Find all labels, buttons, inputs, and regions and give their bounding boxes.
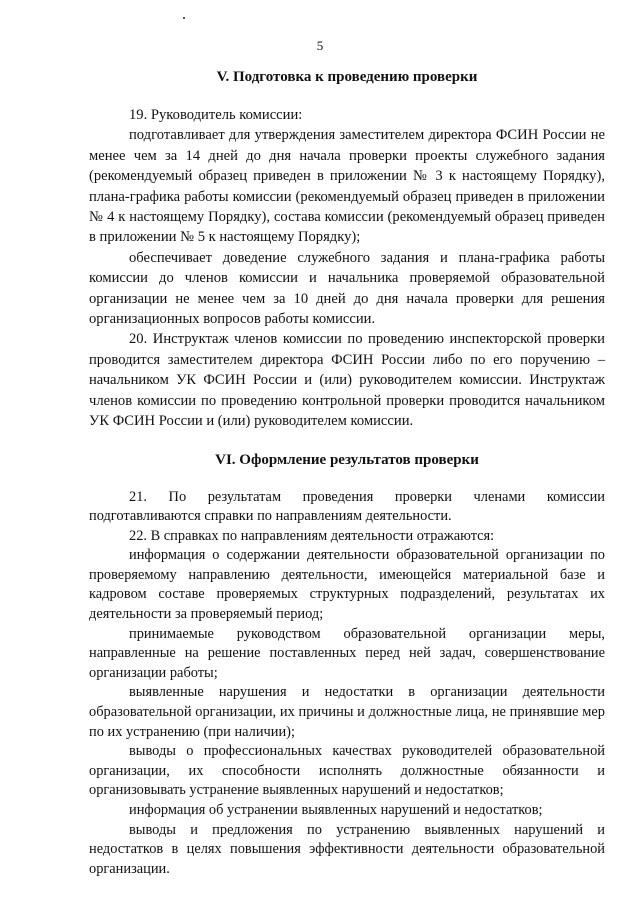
paragraph-22: 22. В справках по направлениям деятельности отражаются: bbox=[129, 527, 495, 544]
paragraph-19-item-2: обеспечивает доведение служебного задания и плана-графика работы комиссии до членов комиссии и начальника проверяемой образовательной организации не менее чем за 10 дней до дня начала проверки для решения организационных вопросов работы комиссии. bbox=[89, 249, 605, 328]
paragraph-22-item-5: информация об устранении выявленных нарушений и недостатков; bbox=[129, 802, 543, 818]
paragraph-19-item-1: подготавливает для утверждения заместителем директора ФСИН России не менее чем за 14 дней до дня начала проверки проекты служебного задания (рекомендуемый образец приведен в приложении № 3 к настоящему Порядку), плана-графика работы комиссии (рекомендуемый образец приведен в приложении № 4 к настоящему Порядку), состава комиссии (рекомендуемый образец приведен в приложении № 5 к настоящему Порядку); bbox=[89, 127, 605, 246]
paragraph-22-item-6: выводы и предложения по устранению выявленных нарушений и недостатков в целях повышения эффективности деятельности образовательной организации. bbox=[89, 821, 605, 877]
document-body bbox=[89, 67, 605, 879]
paragraph-19: 19. Руководитель комиссии: bbox=[129, 107, 303, 123]
scan-dot bbox=[183, 17, 185, 19]
paragraph-22-item-2: принимаемые руководством образовательной организации меры, направленные на решение поставленных перед ней задач, совершенствование организации работы; bbox=[89, 625, 605, 681]
paragraph-22-item-1: информация о содержании деятельности образовательной организации по проверяемому направлению деятельности, имеющейся материальной базе и кадровом составе проверяемых структурных подразделений, результатах их деятельности за проверяемый период; bbox=[89, 547, 605, 623]
section-heading-vi: VI. Оформление результатов проверки bbox=[215, 451, 479, 468]
page-number: 5 bbox=[316, 38, 324, 53]
paragraph-21: 21. По результатам проведения проверки членами комиссии подготавливаются справки по направлениям деятельности. bbox=[89, 488, 605, 525]
section-vi-body bbox=[89, 488, 605, 880]
paragraph-22-item-4: выводы о профессиональных качествах руководителей образовательной организации, их способности исполнять должностные обязанности и организовывать устранение выявленных нарушений и недостатков; bbox=[89, 743, 605, 799]
section-heading-v: V. Подготовка к проведению проверки bbox=[216, 69, 478, 85]
paragraph-22-item-3: выявленные нарушения и недостатки в организации деятельности образовательной организации, их причины и должностные лица, не принявшие мер по их устранению (при наличии); bbox=[89, 684, 605, 740]
paragraph-20: 20. Инструктаж членов комиссии по проведению инспекторской проверки проводится заместителем директора ФСИН России либо по его поручению – начальником УК ФСИН России и (или) руководителем комиссии. Инструктаж членов комиссии по проведению контрольной проверки проводится начальником УК ФСИН России и (или) руководителем комиссии. bbox=[89, 331, 605, 430]
